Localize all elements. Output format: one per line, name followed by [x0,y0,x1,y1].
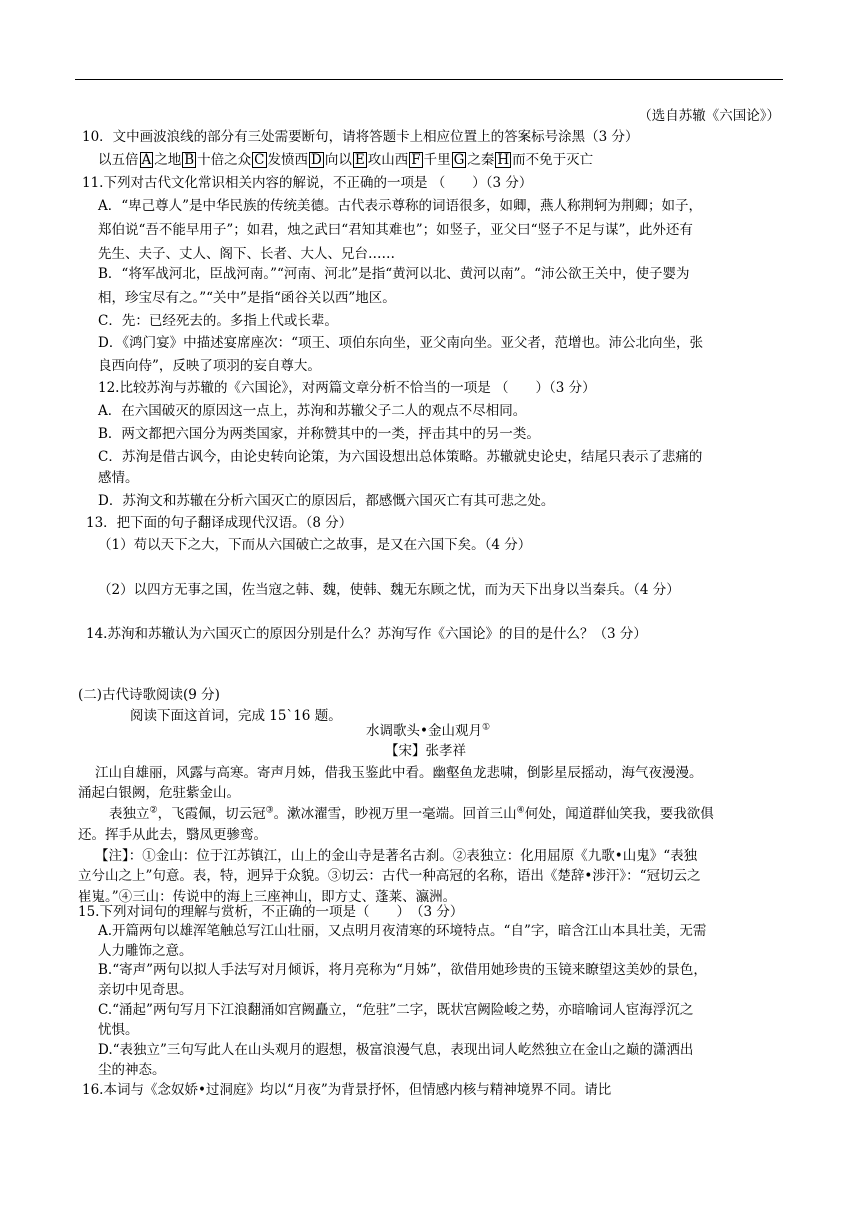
q10-answer-mark-e[interactable]: E [354,152,365,168]
poem-title: 水调歌头•金山观月① [366,722,491,739]
q10-segment-text: 向以 [324,152,352,168]
q14-stem: 14.苏洵和苏辙认为六国灭亡的原因分别是什么？苏洵写作《六国论》的目的是什么？（3 分） [86,626,647,642]
poem-note: 【注】：①金山：位于江苏镇江，山上的金山寺是著名古刹。②表独立：化用屈原《九歌•山鬼》“表独 [95,848,698,864]
q11-line: 先生、夫子、丈人、阁下、长者、大人、兄台…… [98,246,395,262]
q10-answer-mark-f[interactable]: F [411,152,421,168]
q10-answer-mark-a[interactable]: A [141,152,152,168]
q10-segment-text: 以五倍 [98,152,139,168]
q10-segment-text: 之秦 [467,152,495,168]
q15-line: A.开篇两句以雄浑笔触总写江山壮丽，又点明月夜清寒的环境特点。“自”字，暗含江山本具壮美，无需 [98,923,707,939]
q16-stem: 16.本词与《念奴娇•过洞庭》均以“月夜”为背景抒怀，但情感内核与精神境界不同。请比 [82,1082,612,1098]
q12-stem: 12.比较苏洵与苏辙的《六国论》，对两篇文章分析不恰当的一项是 （ ）（3 分） [98,380,596,396]
q15-line: C.“涌起”两句写月下江浪翻涌如宫阙矗立，“危驻”二字，既状宫阙险峻之势，亦暗喻词人宦海浮沉之 [98,1002,694,1018]
q10-answer-mark-d[interactable]: D [311,152,322,168]
q12-line: A．在六国破灭的原因这一点上，苏洵和苏辙父子二人的观点不尽相同。 [98,403,527,419]
poem-line: 还。挥手从此去，翳凤更骖鸾。 [78,827,267,843]
poem-line: 涌起白银阙，危驻紫金山。 [78,785,240,801]
q15-line: 人力雕饰之意。 [98,943,193,959]
q10-segment-text: 千里 [423,152,451,168]
q11-line: A．“卑己尊人”是中华民族的传统美德。古代表示尊称的词语很多，如卿，燕人称荆轲为荆卿；如子， [98,198,703,214]
q12-line: 感情。 [98,470,139,486]
q10-segments [98,150,593,170]
q10-answer-mark-b[interactable]: B [184,152,195,168]
q10-answer-mark-g[interactable]: G [453,152,465,168]
q11-line: 良西向侍”，反映了项羽的妄自尊大。 [98,358,321,374]
q10-answer-mark-c[interactable]: C [254,152,265,168]
q12-line: D．苏洵文和苏辙在分析六国灭亡的原因后，都感慨六国灭亡有其可悲之处。 [98,493,555,509]
q10-stem: 10．文中画波浪线的部分有三处需要断句，请将答题卡上相应位置上的答案标号涂黑（3 分） [82,129,639,145]
source-note: （选自苏辙《六国论》） [638,108,780,124]
q10-answer-mark-h[interactable]: H [497,152,510,168]
q11-line: D．《鸿门宴》中描述宴席座次：“项王、项伯东向坐，亚父南向坐。亚父者，范增也。沛公北向坐，张 [98,335,703,351]
q15-line: B.“寄声”两句以拟人手法写对月倾诉，将月亮称为“月姊”，欲借用她珍贵的玉镜来瞭望这美妙的景色， [98,962,707,978]
q15-line: 忧惧。 [98,1022,139,1038]
q11-stem: 11.下列对古代文化常识相关内容的解说，不正确的一项是 （ ）（3 分） [82,175,533,191]
poem-author: 【宋】张孝祥 [385,743,466,759]
poem-line: 江山自雄丽，风露与高寒。寄声月姊，借我玉鉴此中看。幽壑鱼龙悲啸，倒影星辰摇动，海气夜漫漫。 [95,765,703,781]
q15-stem: 15.下列对词句的理解与赏析，不正确的一项是（ ） （3 分） [78,904,464,920]
q15-line: 尘的神态。 [98,1062,166,1078]
q12-line: B．两文都把六国分为两类国家，并称赞其中的一类，抨击其中的另一类。 [98,426,540,442]
q10-segment-text: 十倍之众 [197,152,252,168]
poem-note: 崔嵬。”④三山：传说中的海上三座神山，即方丈、蓬莱、瀛洲。 [78,889,457,905]
q13-stem: 13．把下面的句子翻译成现代汉语。（8 分） [86,515,353,531]
q10-segment-text: 之地 [154,152,182,168]
q15-line: 亲切中见奇思。 [98,982,193,998]
q10-segment-tail: 而不免于灭亡 [512,152,594,168]
q15-line: D.“表独立”三句写此人在山头观月的遐想，极富浪漫气息，表现出词人屹然独立在金山之巅的潇洒出 [98,1042,694,1058]
poem-note: 立兮山之上”句意。表，特，迥异于众貌。③切云：古代一种高冠的名称，语出《楚辞•涉汗》：“冠切云之 [78,868,701,884]
q10-segment-text: 发愤西 [267,152,309,168]
q12-line: C．苏洵是借古讽今，由论史转向论策，为六国设想出总体策略。苏辙就史论史，结尾只表示了悲痛的 [98,449,703,465]
poem-instruction: 阅读下面这首词，完成 15`16 题。 [130,708,342,724]
q11-line: 郑伯说“吾不能早用子”；如君，烛之武曰“君知其难也”；如竖子，亚父曰“竖子不足与谋”，此外还有 [98,222,693,238]
section-heading: (二)古代诗歌阅读(9 分) [78,687,220,703]
q13-sentence-2: （2）以四方无事之国，佐当寇之韩、魏，使韩、魏无东顾之忧，而为天下出身以当秦兵。（4 分） [98,582,680,598]
q10-segment-text: 攻山西 [367,152,409,168]
q11-line: B．“将军战河北，臣战河南。”“河南、河北”是指“黄河以北、黄河以南”。“沛公欲王关中，使子婴为 [98,266,690,282]
poem-line: 表独立②，飞霞佩，切云冠③。漱冰濯雪，眇视万里一毫端。回首三山④何处，闻道群仙笑我，要我欲俱 [109,805,714,822]
q13-sentence-1: （1）苟以天下之大，下而从六国破亡之故事，是又在六国下矣。（4 分） [98,537,532,553]
q11-line: C．先：已经死去的。多指上代或长辈。 [98,313,338,329]
header-rule [75,79,783,80]
q11-line: 相，珍宝尽有之。”“关中”是指“函谷关以西”地区。 [98,290,396,306]
